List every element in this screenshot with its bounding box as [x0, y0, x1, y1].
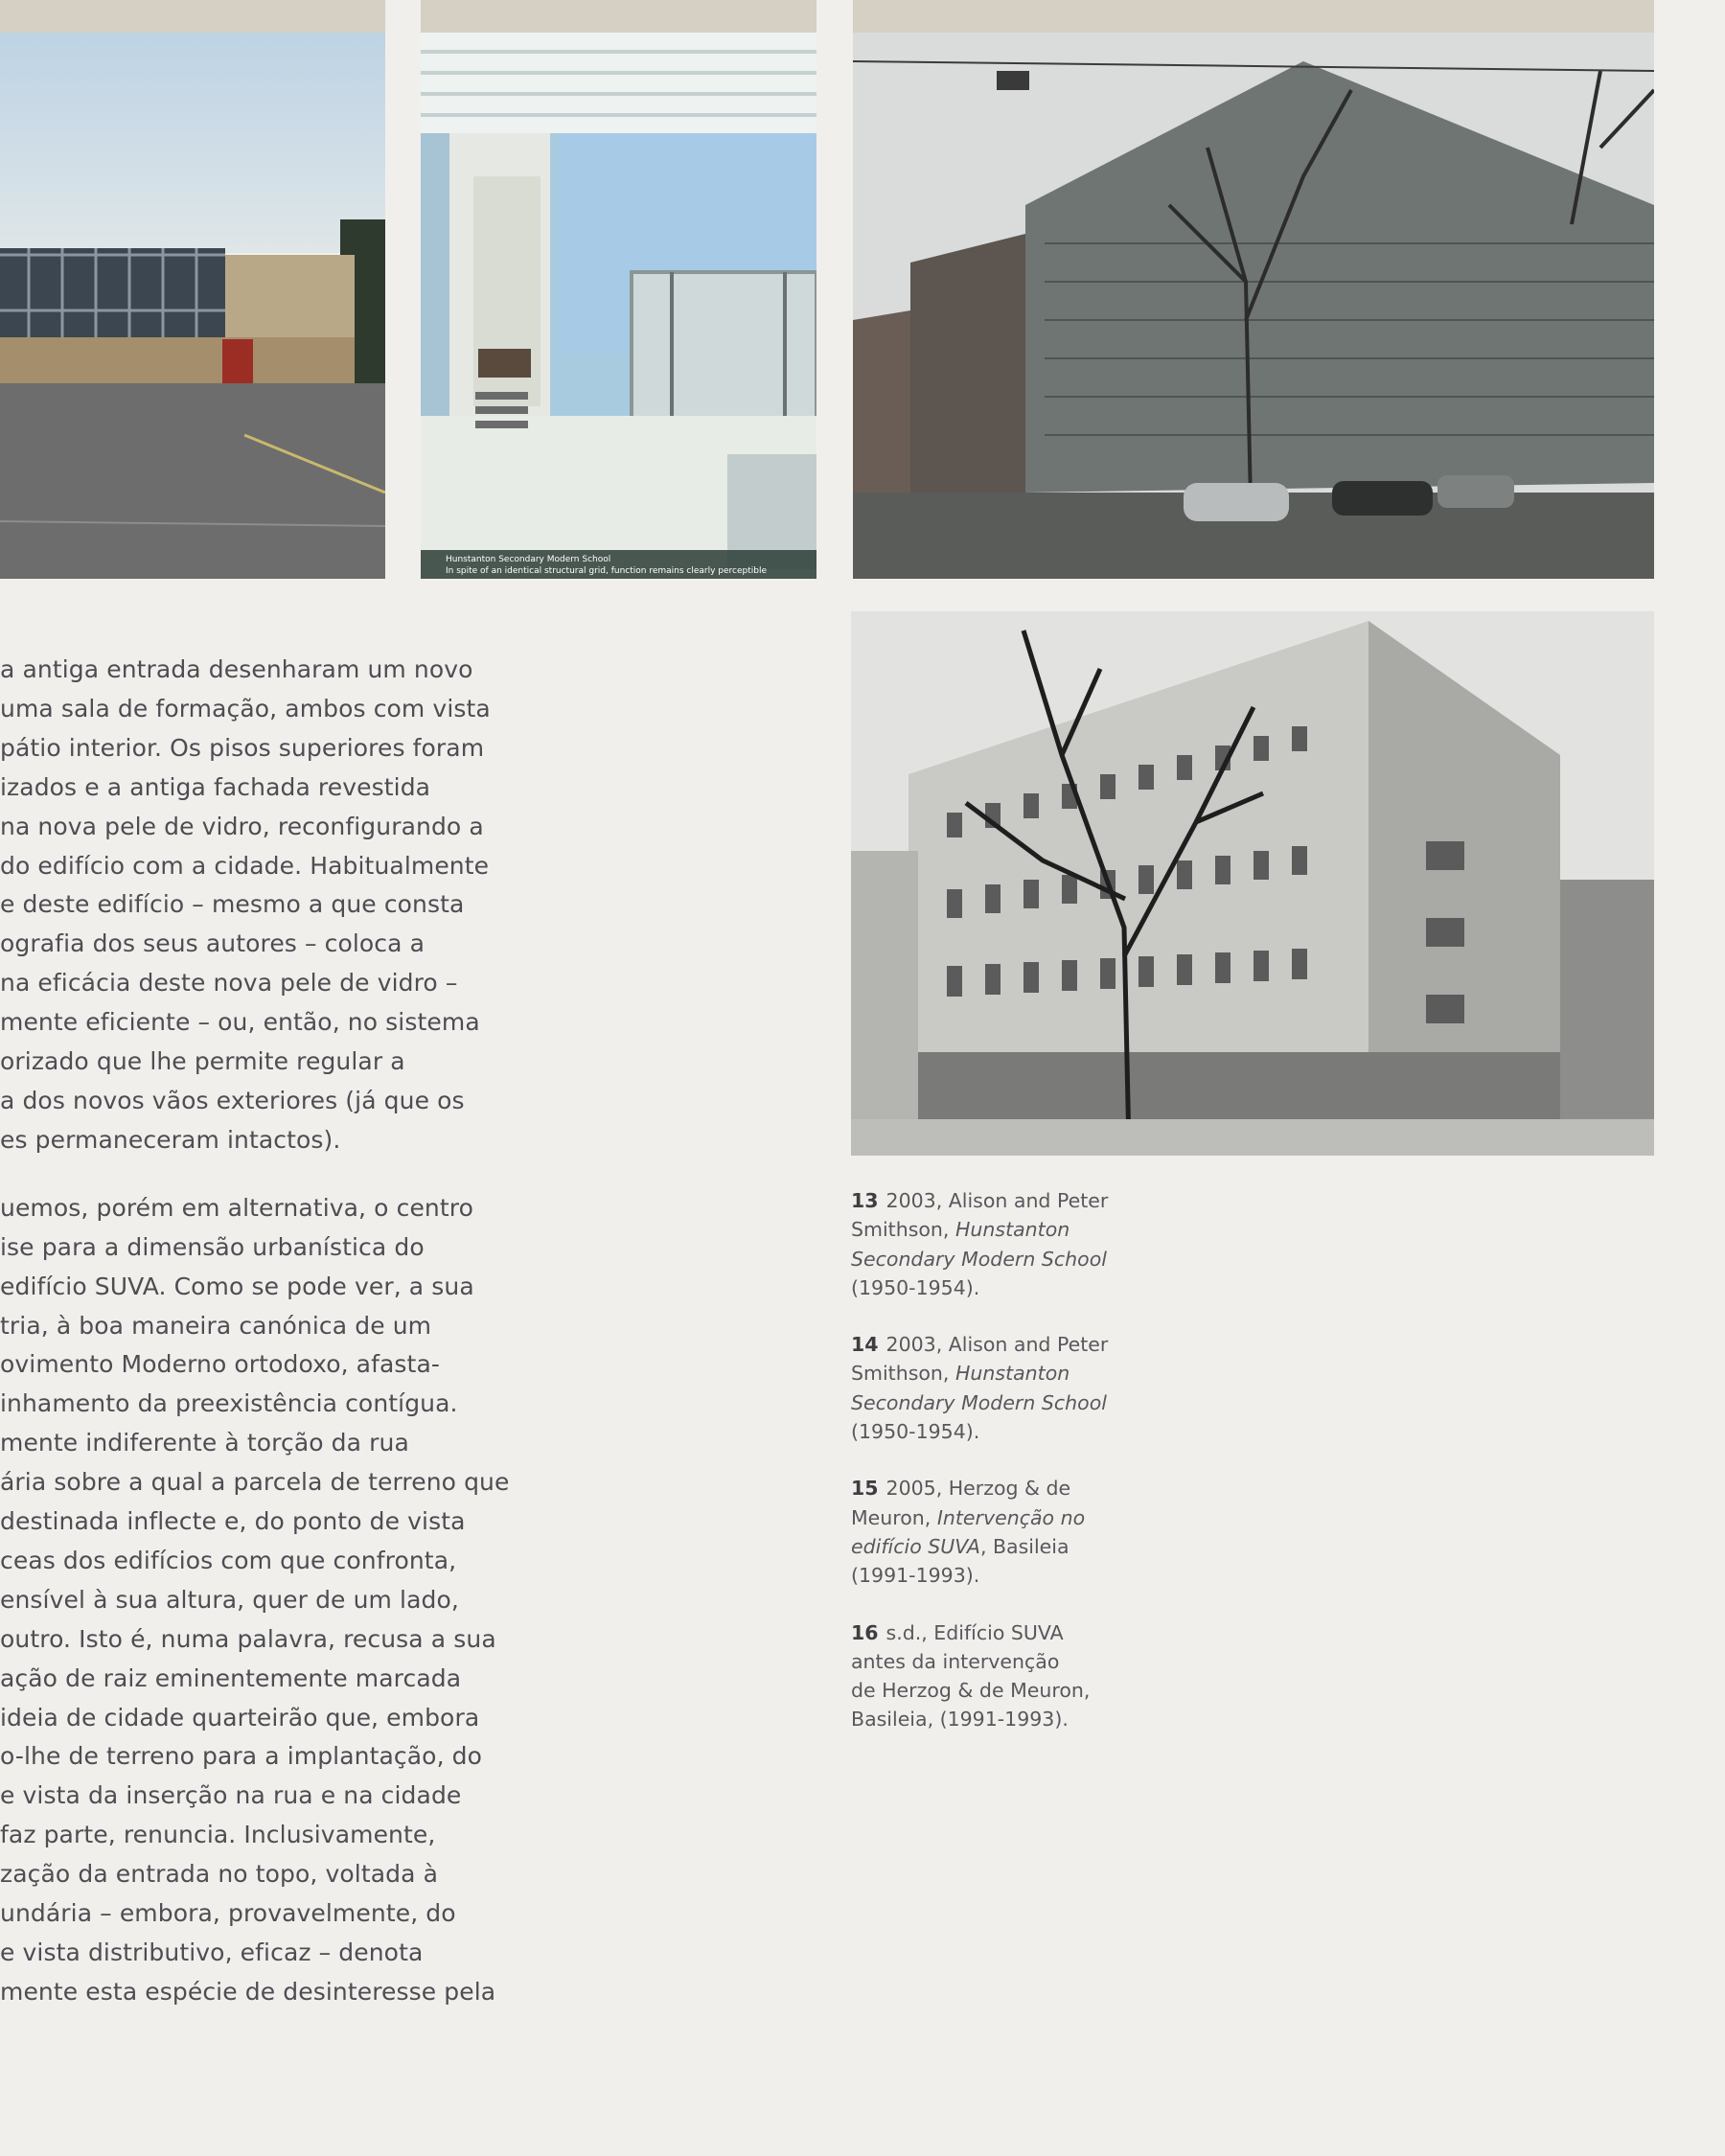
body-line: mente esta espécie de desinteresse pela	[0, 1977, 496, 2006]
body-line: ografia dos seus autores – coloca a	[0, 929, 426, 958]
body-line: a antiga entrada desenharam um novo	[0, 655, 473, 683]
body-line: na nova pele de vidro, reconfigurando a	[0, 812, 484, 840]
caption-15	[851, 1474, 1158, 1590]
body-line: uemos, porém em alternativa, o centro	[0, 1193, 473, 1222]
caption-text: Smithson,	[851, 1218, 950, 1242]
body-line: destinada inflecte e, do ponto de vista	[0, 1507, 466, 1536]
caption-16	[851, 1618, 1158, 1734]
caption-text: 2003, Alison and Peter	[886, 1333, 1109, 1357]
body-line: es permaneceram intactos).	[0, 1125, 341, 1154]
caption-title: edifício SUVA	[851, 1534, 980, 1558]
caption-number: 13	[851, 1189, 879, 1212]
caption-number: 16	[851, 1620, 879, 1644]
body-line: tria, à boa maneira canónica de um	[0, 1311, 432, 1340]
photo-suva-before	[851, 611, 1654, 1156]
caption-13	[851, 1186, 1158, 1302]
body-line: faz parte, renuncia. Inclusivamente,	[0, 1821, 436, 1849]
caption-number: 15	[851, 1477, 879, 1501]
body-line: ise para a dimensão urbanística do	[0, 1232, 425, 1261]
body-line: uma sala de formação, ambos com vista	[0, 694, 491, 722]
caption-text: Meuron,	[851, 1505, 932, 1529]
body-line: mente eficiente – ou, então, no sistema	[0, 1008, 480, 1037]
caption-title: Hunstanton	[954, 1362, 1070, 1386]
body-line: ação de raiz eminentemente marcada	[0, 1663, 462, 1692]
body-line: orizado que lhe permite regular a	[0, 1047, 405, 1076]
caption-text: antes da intervenção	[851, 1649, 1060, 1673]
caption-text: (1950-1954).	[851, 1420, 980, 1444]
caption-title: Intervenção no	[936, 1505, 1086, 1529]
body-line: e deste edifício – mesmo a que consta	[0, 890, 465, 919]
body-line: outro. Isto é, numa palavra, recusa a sua	[0, 1624, 496, 1653]
paragraph-gap	[0, 1160, 518, 1189]
photo-suva-glass-building	[853, 33, 1654, 579]
body-line: ensível à sua altura, quer de um lado,	[0, 1585, 459, 1614]
photo-caption-line-2: In spite of an identical structural grid, function remains clearly perceptible	[446, 566, 768, 576]
body-line: zação da entrada no topo, voltada à	[0, 1860, 439, 1889]
body-line: ideia de cidade quarteirão que, embora	[0, 1703, 480, 1732]
body-line: a dos novos vãos exteriores (já que os	[0, 1086, 465, 1114]
top-band-left	[0, 0, 385, 33]
body-line: ovimento Moderno ortodoxo, afasta-	[0, 1350, 440, 1379]
caption-text: , Basileia	[979, 1534, 1070, 1558]
caption-title: Secondary Modern School	[851, 1247, 1107, 1271]
caption-text: Basileia, (1991-1993).	[851, 1708, 1069, 1732]
photo-caption-line-1: Hunstanton Secondary Modern School	[446, 555, 611, 564]
top-band-right	[853, 0, 1654, 33]
body-line: ceas dos edifícios com que confronta,	[0, 1546, 457, 1574]
caption-number: 14	[851, 1333, 879, 1357]
body-line: undária – embora, provavelmente, do	[0, 1899, 456, 1928]
caption-title: Hunstanton	[954, 1218, 1070, 1242]
body-line: ária sobre a qual a parcela de terreno que	[0, 1468, 510, 1497]
caption-text: (1950-1954).	[851, 1275, 980, 1299]
top-band-middle	[421, 0, 816, 33]
body-line: edifício SUVA. Como se pode ver, a sua	[0, 1272, 474, 1300]
body-line: na eficácia deste nova pele de vidro –	[0, 969, 458, 998]
caption-text: s.d., Edifício SUVA	[886, 1620, 1064, 1644]
body-line: inhamento da preexistência contígua.	[0, 1389, 458, 1418]
caption-text: Smithson,	[851, 1362, 950, 1386]
photo-school-interior	[421, 33, 816, 579]
body-line: o-lhe de terreno para a implantação, do	[0, 1742, 483, 1771]
body-text	[0, 651, 518, 2012]
body-line: mente indiferente à torção da rua	[0, 1429, 409, 1457]
caption-14	[851, 1330, 1158, 1446]
photo-school-exterior	[0, 33, 385, 579]
body-line: e vista da inserção na rua e na cidade	[0, 1781, 462, 1810]
body-line: izados e a antiga fachada revestida	[0, 772, 431, 801]
caption-title: Secondary Modern School	[851, 1390, 1107, 1414]
caption-text: 2005, Herzog & de	[886, 1477, 1071, 1501]
caption-text: de Herzog & de Meuron,	[851, 1679, 1091, 1703]
caption-text: (1991-1993).	[851, 1564, 980, 1588]
body-line: e vista distributivo, eficaz – denota	[0, 1938, 424, 1966]
body-line: do edifício com a cidade. Habitualmente	[0, 851, 490, 880]
figure-captions	[851, 1186, 1158, 1762]
caption-text: 2003, Alison and Peter	[886, 1189, 1109, 1212]
body-line: pátio interior. Os pisos superiores foram	[0, 733, 485, 762]
